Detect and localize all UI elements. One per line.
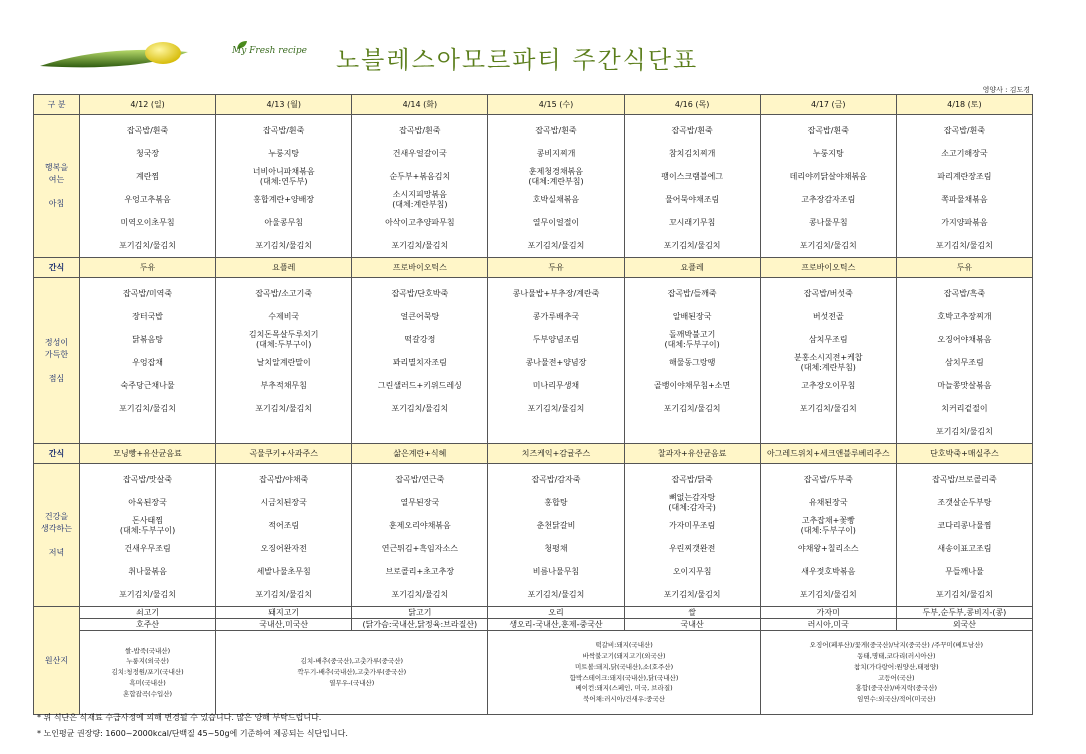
- menu-item: 호박실채볶음: [532, 194, 580, 204]
- menu-item: 잡곡밥/흑죽: [943, 288, 986, 298]
- menu-item: 열무이얼절이: [532, 217, 580, 227]
- menu-item: 누룽지탕: [268, 148, 300, 158]
- menu-item: 떡갈강정: [404, 334, 436, 344]
- menu-item: 세발나물초무침: [256, 566, 311, 576]
- menu-item: 청국장: [135, 148, 160, 158]
- menu-item: 잡곡밥/흰죽: [671, 125, 713, 135]
- menu-item: 오징어야채볶음: [937, 334, 992, 344]
- meat-origin: (닭가슴:국내산,닭정육:브라질산): [362, 620, 478, 629]
- menu-item: 포기김치/물김치: [936, 589, 993, 599]
- menu-item: 비름나물무침: [532, 566, 580, 576]
- menu-item: 오징어완자전: [260, 543, 307, 553]
- origin-line: 누룽지(외국산): [126, 657, 169, 666]
- menu-item: 건새우무조림: [124, 543, 171, 553]
- menu-item: 콩비지찌개: [536, 148, 576, 158]
- menu-item: 장터국밥: [132, 311, 164, 321]
- menu-item: 뼈없는감자탕 (대체:감자국): [668, 492, 716, 512]
- menu-item: 그린샐러드+키위드레싱: [377, 380, 462, 390]
- menu-item: 포기김치/물김치: [255, 240, 313, 250]
- origin-line: 미트볼:돼지,닭(국내산),소(호주산): [575, 662, 674, 671]
- meat-origin: 국내산: [680, 620, 704, 629]
- meal-cell: [216, 115, 352, 258]
- page-title: 노블레스아모르파티 주간식단표: [336, 46, 699, 74]
- origin-line: 북어채:러시아/건새우:중국산: [583, 695, 666, 704]
- meal-cell: [80, 115, 216, 258]
- menu-item: 포기김치/물김치: [936, 426, 993, 436]
- origin-line: 떡갈비:돼지(국내산): [595, 641, 653, 650]
- menu-item: 분홍소시지전+케찹 (대체:계란부침): [794, 352, 863, 372]
- menu-item: 아욱된장국: [128, 497, 167, 507]
- menu-item: 고추장감자조림: [801, 194, 856, 204]
- origin-line: 함박스테이크:돼지(국내산),닭(국내산): [569, 673, 679, 682]
- snack-cell: 두유: [80, 258, 216, 278]
- meat-name: 가자미: [761, 607, 896, 619]
- origin-detail-row: [34, 631, 1033, 715]
- pea-pod-icon: [38, 40, 198, 76]
- meal-cell: [488, 464, 624, 607]
- menu-item: 누룽지탕: [812, 148, 844, 158]
- menu-item: 잡곡밥/흰죽: [126, 125, 169, 135]
- meat-origin-cell: [80, 607, 216, 631]
- meal-cell: [624, 464, 760, 607]
- menu-item: 얼큰어묵탕: [400, 311, 440, 321]
- meal-cell: [488, 115, 624, 258]
- meal-cell: [488, 278, 624, 444]
- menu-item: 새우젓호박볶음: [801, 566, 856, 576]
- meat-origin-cell: [760, 607, 896, 631]
- meal-cell: [216, 278, 352, 444]
- origin-line: 임연수:외국산/적어(미국산): [857, 695, 936, 704]
- meat-origin-cell: [352, 607, 488, 631]
- menu-item: 잡곡밥/버섯죽: [803, 288, 853, 298]
- menu-item: 잡곡밥/두부죽: [803, 474, 853, 484]
- menu-item: 야채왕+칠리소스: [797, 543, 859, 553]
- menu-item: 포기김치/물김치: [391, 589, 449, 599]
- menu-item: 두부양념조림: [532, 334, 580, 344]
- meat-origin: 외국산: [952, 620, 977, 629]
- footnote: * 위 식단은 식재료 수급사정에 의해 변경될 수 있습니다. 많은 양해 부탁드립니다.: [37, 713, 322, 722]
- page-header: [0, 0, 1086, 94]
- menu-item: 훈제청경채볶음 (대체:계란부침): [528, 166, 584, 186]
- snack-cell: 찰과자+유산균음료: [624, 444, 760, 464]
- origin-detail-cell: [216, 631, 488, 715]
- menu-item: 수제비국: [268, 311, 300, 321]
- origin-detail-cell: [488, 631, 760, 715]
- snack-label: 간식: [34, 258, 80, 278]
- menu-item: 훈제오리야채볶음: [388, 520, 451, 530]
- menu-item: 취나물볶음: [128, 566, 167, 576]
- menu-item: 잡곡밥/흰죽: [943, 125, 986, 135]
- menu-item: 우엉잡채: [132, 357, 164, 367]
- footnotes: [37, 710, 348, 742]
- menu-item: 포기김치/물김치: [936, 240, 993, 250]
- origin-line: 김치-배추(중국산),고춧가루(중국산): [300, 657, 404, 666]
- meal-cell: [624, 278, 760, 444]
- meat-name: 닭고기: [352, 607, 487, 619]
- meat-origin-cell: [216, 607, 352, 631]
- menu-item: 삼치무조림: [808, 334, 848, 344]
- menu-item: 치커리겉절이: [941, 403, 988, 413]
- menu-item: 삼치무조림: [945, 357, 984, 367]
- menu-item: 가지양파볶음: [941, 217, 988, 227]
- meat-name: 쌀: [625, 607, 760, 619]
- menu-item: 잡곡밥/감자죽: [531, 474, 581, 484]
- menu-item: 잡곡밥/소고기죽: [255, 288, 313, 298]
- day-header: 4/14 (화): [352, 95, 488, 115]
- snack-cell: 삶은계란+식혜: [352, 444, 488, 464]
- snack-cell: 프로바이오틱스: [352, 258, 488, 278]
- menu-item: 조갯살순두부탕: [937, 497, 992, 507]
- corner-label: 구 분: [34, 95, 80, 115]
- menu-item: 포기김치/물김치: [799, 403, 857, 413]
- menu-item: 콩나물무침: [808, 217, 848, 227]
- meal-cell: [216, 464, 352, 607]
- menu-item: 잡곡밥/닭죽: [671, 474, 713, 484]
- menu-item: 콩나물밥+부추장/계란죽: [512, 288, 600, 298]
- menu-item: 돌깨박불고기 (대체:두부구이): [664, 329, 720, 349]
- dinner-row-label: 건강을 생각하는 저녁: [34, 464, 80, 607]
- meat-name: 쇠고기: [80, 607, 215, 619]
- snack-cell: 두유: [488, 258, 624, 278]
- snack-label: 간식: [34, 444, 80, 464]
- menu-item: 잡곡밥/흰죽: [807, 125, 849, 135]
- menu-item: 잡곡밥/미역죽: [123, 288, 173, 298]
- origin-line: 깍두기-배추(국내산),고춧가루(중국산): [297, 668, 407, 677]
- menu-item: 해물동그랑땡: [668, 357, 716, 367]
- meal-cell: [896, 278, 1032, 444]
- snack-cell: 프로바이오틱스: [760, 258, 896, 278]
- menu-item: 버섯전골: [812, 311, 844, 321]
- origin-line: 김치:청정원/포기(국내산): [111, 668, 184, 677]
- origin-line: 베이컨:돼지(스페인, 미국, 브라질): [575, 684, 673, 693]
- menu-item: 오이지무침: [672, 566, 712, 576]
- menu-item: 잡곡밥/맛살죽: [123, 474, 173, 484]
- meat-origin: 국내산,미국산: [259, 620, 309, 629]
- menu-item: 포기김치/물김치: [799, 240, 857, 250]
- menu-item: 잡곡밥/흰죽: [535, 125, 577, 135]
- menu-item: 포기김치/물김치: [663, 240, 721, 250]
- menu-item: 고추잡채+꽃빵 (대체:두부구이): [800, 515, 856, 535]
- menu-item: 포기김치/물김치: [527, 589, 585, 599]
- menu-item: 김치돈목살두루치기 (대체:두부구이): [248, 329, 319, 349]
- origin-line: 바싹불고기(돼지고기(외국산): [582, 651, 666, 660]
- day-header: 4/18 (토): [896, 95, 1032, 115]
- menu-item: 무들깨나물: [945, 566, 984, 576]
- day-header: 4/13 (월): [216, 95, 352, 115]
- origin-detail-cell: [80, 631, 216, 715]
- meat-name: 오리: [488, 607, 623, 619]
- menu-item: 콩나물전+양념장: [525, 357, 587, 367]
- menu-item: 콩가루배추국: [532, 311, 580, 321]
- dinner-row: [34, 464, 1033, 607]
- menu-item: 꼬시래기무침: [668, 217, 716, 227]
- origin-line: 흑미(국내산): [129, 678, 166, 687]
- origin-line: 홍합(중국산)/바지락(중국산): [855, 684, 938, 693]
- menu-item: 잡곡밥/흰죽: [263, 125, 305, 135]
- menu-item: 알배된장국: [672, 311, 712, 321]
- menu-item: 미역오이초무침: [120, 217, 175, 227]
- snack-cell: 단호박죽+매실주스: [896, 444, 1032, 464]
- menu-item: 팽이스크램블에그: [661, 171, 724, 181]
- menu-item: 새송이표고조림: [937, 543, 992, 553]
- meat-origin-cell: [896, 607, 1032, 631]
- menu-item: 너비아니파채볶음 (대체:연두부): [252, 166, 315, 186]
- menu-item: 춘천닭갈비: [536, 520, 576, 530]
- menu-item: 포기김치/물김치: [391, 240, 449, 250]
- origin-line: 쌀-밥죽(국내산): [125, 646, 171, 655]
- menu-item: 홍합탕: [544, 497, 568, 507]
- menu-item: 파리계란장조림: [937, 171, 992, 181]
- menu-item: 잡곡밥/야채죽: [259, 474, 309, 484]
- meal-cell: [80, 464, 216, 607]
- origin-line: 참치(가다랑어:원양산,태평양): [854, 662, 939, 671]
- menu-item: 홍합계란+양배장: [253, 194, 315, 204]
- menu-item: 포기김치/물김치: [527, 403, 585, 413]
- menu-item: 숙주당근채나물: [120, 380, 175, 390]
- menu-item: 열무된장국: [400, 497, 440, 507]
- menu-item: 우엉고추볶음: [124, 194, 171, 204]
- origin-line: 오징어(페루산)/꽃게(중국산)/낙지(중국산) /주꾸미(베트남산): [809, 641, 984, 650]
- origin-detail-cell: [760, 631, 1032, 715]
- meat-origin-cell: [624, 607, 760, 631]
- meal-cell: [352, 115, 488, 258]
- menu-item: 아울콩무침: [264, 217, 304, 227]
- menu-item: 아삭이고추양파무침: [385, 217, 455, 227]
- meal-cell: [760, 278, 896, 444]
- breakfast-row-label: 행복을 여는 아침: [34, 115, 80, 258]
- menu-item: 날치알계란말이: [256, 357, 311, 367]
- meal-cell: [624, 115, 760, 258]
- menu-item: 부추적채무침: [260, 380, 307, 390]
- day-header: 4/16 (목): [624, 95, 760, 115]
- origin-line: 고등어(국산): [878, 673, 915, 682]
- menu-item: 골뱅이야채무침+소면: [654, 380, 731, 390]
- meat-origin: 호주산: [135, 620, 160, 629]
- menu-item: 고추장오이무침: [801, 380, 856, 390]
- menu-item: 코다리콩나물찜: [937, 520, 992, 530]
- menu-item: 소시지피망볶음 (대체:계란부침): [392, 189, 448, 209]
- meat-origin: 생오리-국내산,훈제-중국산: [509, 620, 603, 629]
- meat-origin: 러시아,미국: [807, 620, 849, 629]
- menu-item: 잡곡밥/브로콜리죽: [932, 474, 997, 484]
- meal-cell: [896, 115, 1032, 258]
- day-header: 4/17 (금): [760, 95, 896, 115]
- origin-line: 동태,명태,코다리(러시아산): [857, 651, 936, 660]
- meal-cell: [352, 278, 488, 444]
- origin-line: 혼합잡곡(수입산): [123, 689, 173, 698]
- breakfast-row: [34, 115, 1033, 258]
- meal-cell: [760, 464, 896, 607]
- menu-item: 닭볶음탕: [132, 334, 164, 344]
- menu-item: 시금치된장국: [260, 497, 307, 507]
- menu-item: 적어조림: [268, 520, 300, 530]
- menu-item: 돈사태찜 (대체:두부구이): [119, 515, 176, 535]
- menu-item: 참치김치찌개: [668, 148, 716, 158]
- menu-item: 연근튀김+흑임자소스: [381, 543, 458, 553]
- day-header-row: [34, 95, 1033, 115]
- meal-cell: [896, 464, 1032, 607]
- lunch-row: [34, 278, 1033, 444]
- menu-item: 포기김치/물김치: [255, 589, 313, 599]
- menu-item: 청평채: [544, 543, 568, 553]
- menu-item: 데리야끼닭살야채볶음: [789, 171, 867, 181]
- am-snack-row: [34, 258, 1033, 278]
- pm-snack-row: [34, 444, 1033, 464]
- menu-item: 브로콜리+초고추장: [385, 566, 455, 576]
- dietitian-name: 영양사 : 김도경: [982, 86, 1030, 94]
- meal-cell: [352, 464, 488, 607]
- snack-cell: 요플레: [216, 258, 352, 278]
- meat-name: 두부,순두부,콩비지-(콩): [897, 607, 1032, 619]
- lunch-row-label: 정성이 가득한 점심: [34, 278, 80, 444]
- menu-item: 호박고추장찌개: [937, 311, 992, 321]
- snack-cell: 곡물쿠키+사과주스: [216, 444, 352, 464]
- brand-name: My Fresh recipe: [232, 46, 307, 56]
- menu-item: 잡곡밥/단호박죽: [391, 288, 449, 298]
- snack-cell: 두유: [896, 258, 1032, 278]
- meat-origin-cell: [488, 607, 624, 631]
- menu-item: 잡곡밥/흰죽: [399, 125, 441, 135]
- meat-name: 돼지고기: [216, 607, 351, 619]
- footnote: * 노인평균 권장량: 1600~2000kcal/단백질 45~50g에 기준하여 제공되는 식단입니다.: [37, 729, 348, 738]
- snack-cell: 치즈케익+감귤주스: [488, 444, 624, 464]
- menu-item: 건새우얼갈이국: [392, 148, 447, 158]
- meal-cell: [760, 115, 896, 258]
- snack-cell: 아그레드위치+세크앤블루베리주스: [760, 444, 896, 464]
- origin-label: 원산지: [34, 607, 80, 715]
- menu-item: 포기김치/물김치: [391, 403, 449, 413]
- menu-item: 포기김치/물김치: [255, 403, 313, 413]
- meal-cell: [80, 278, 216, 444]
- snack-cell: 모닝빵+유산균음료: [80, 444, 216, 464]
- menu-item: 계란찜: [135, 171, 160, 181]
- origin-meat-row: [34, 607, 1033, 631]
- menu-item: 마늘쫑맛살볶음: [937, 380, 992, 390]
- menu-item: 포기김치/물김치: [663, 403, 721, 413]
- menu-item: 물어묵야채조림: [665, 194, 720, 204]
- menu-item: 우린찌갯완전: [668, 543, 716, 553]
- menu-item: 포기김치/물김치: [119, 240, 176, 250]
- menu-item: 유채된장국: [808, 497, 848, 507]
- day-header: 4/15 (수): [488, 95, 624, 115]
- menu-item: 잡곡밥/연근죽: [395, 474, 445, 484]
- menu-item: 꽈리멸치자조림: [392, 357, 447, 367]
- menu-item: 소고기해장국: [941, 148, 988, 158]
- menu-item: 가자미무조림: [668, 520, 716, 530]
- snack-cell: 요플레: [624, 258, 760, 278]
- menu-item: 포기김치/물김치: [527, 240, 585, 250]
- menu-item: 포기김치/물김치: [799, 589, 857, 599]
- menu-item: 포기김치/물김치: [119, 589, 176, 599]
- menu-item: 미나리무생채: [532, 380, 580, 390]
- menu-item: 쪽파물채볶음: [941, 194, 988, 204]
- origin-line: 열무우-(국내산): [329, 678, 375, 687]
- menu-item: 잡곡밥/들깨죽: [667, 288, 717, 298]
- menu-item: 순두부+볶음김치: [389, 171, 451, 181]
- day-header: 4/12 (일): [80, 95, 216, 115]
- menu-item: 포기김치/물김치: [119, 403, 176, 413]
- menu-item: 포기김치/물김치: [663, 589, 721, 599]
- weekly-menu-table: [33, 94, 1033, 715]
